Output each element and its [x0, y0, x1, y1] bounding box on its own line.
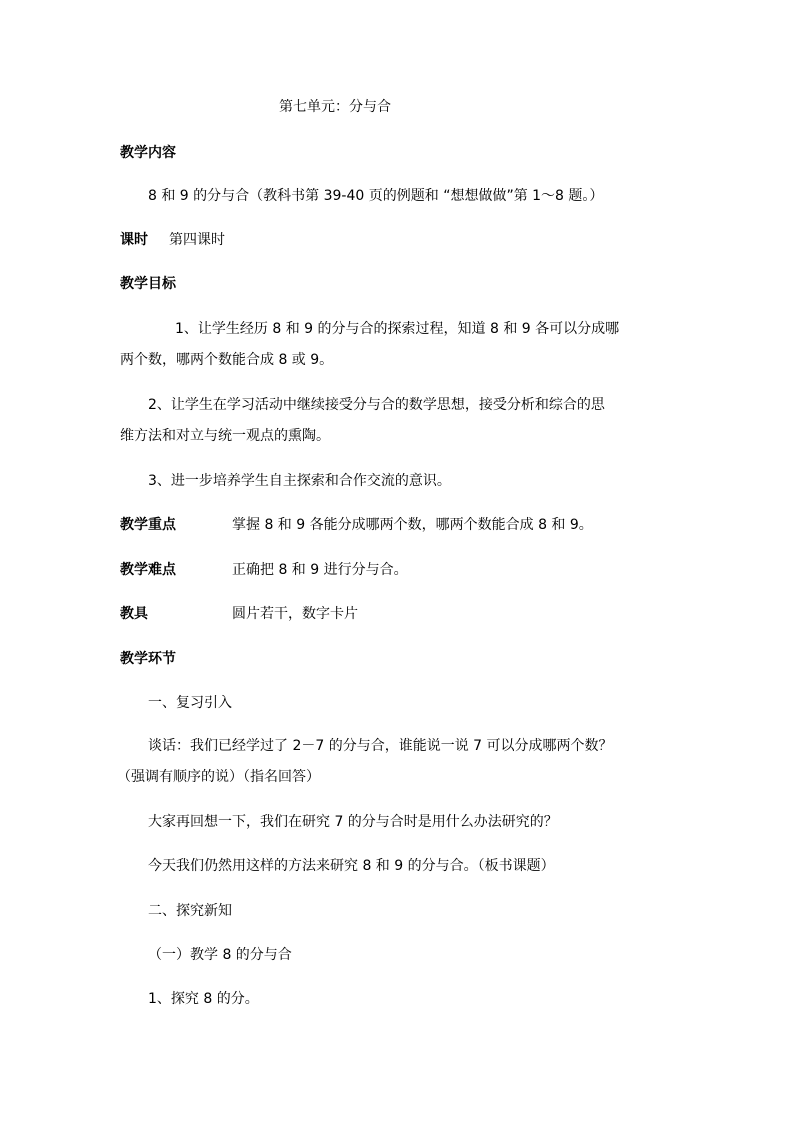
key-points-value: 掌握 8 和 9 各能分成哪两个数，哪两个数能合成 8 和 9。	[232, 517, 593, 533]
page-title: 第七单元：分与合	[279, 99, 391, 115]
goal-3: 3、进一步培养学生自主探索和合作交流的意识。	[148, 473, 451, 489]
teaching-content-text: 8 和 9 的分与合（教科书第 39-40 页的例题和 “想想做做”第 1～8 题。）	[148, 188, 604, 204]
lesson-value: 第四课时	[169, 232, 225, 248]
paragraph-talk-4: 今天我们仍然用这样的方法来研究 8 和 9 的分与合。（板书课题）	[148, 858, 555, 874]
section-heading-teaching-steps: 教学环节	[120, 651, 176, 667]
goal-2-line-1: 2、让学生在学习活动中继续接受分与合的数学思想，接受分析和综合的思	[148, 397, 605, 413]
section-heading-teaching-content: 教学内容	[120, 145, 176, 161]
key-points-label: 教学重点	[120, 517, 176, 533]
subsection-1-item-1: 1、探究 8 的分。	[148, 991, 259, 1007]
step-2-heading: 二、探究新知	[148, 903, 232, 919]
goal-1-line-2: 两个数，哪两个数能合成 8 或 9。	[120, 352, 334, 368]
goal-1-line-1: 1、让学生经历 8 和 9 的分与合的探索过程，知道 8 和 9 各可以分成哪	[175, 321, 620, 337]
paragraph-talk-3: 大家再回想一下，我们在研究 7 的分与合时是用什么办法研究的？	[148, 814, 558, 830]
lesson-label: 课时	[120, 232, 148, 248]
difficulties-value: 正确把 8 和 9 进行分与合。	[232, 562, 408, 578]
paragraph-talk-2: （强调有顺序的说）（指名回答）	[117, 769, 320, 785]
difficulties-label: 教学难点	[120, 562, 176, 578]
paragraph-talk-1: 谈话：我们已经学过了 2－7 的分与合，谁能说一说 7 可以分成哪两个数？	[148, 738, 613, 754]
tools-label: 教具	[120, 606, 148, 622]
goal-2-line-2: 维方法和对立与统一观点的熏陶。	[120, 428, 330, 444]
section-heading-teaching-goals: 教学目标	[120, 276, 176, 292]
subsection-1-heading: （一）教学 8 的分与合	[148, 947, 292, 963]
step-1-heading: 一、复习引入	[148, 695, 232, 711]
tools-value: 圆片若干，数字卡片	[232, 606, 358, 622]
